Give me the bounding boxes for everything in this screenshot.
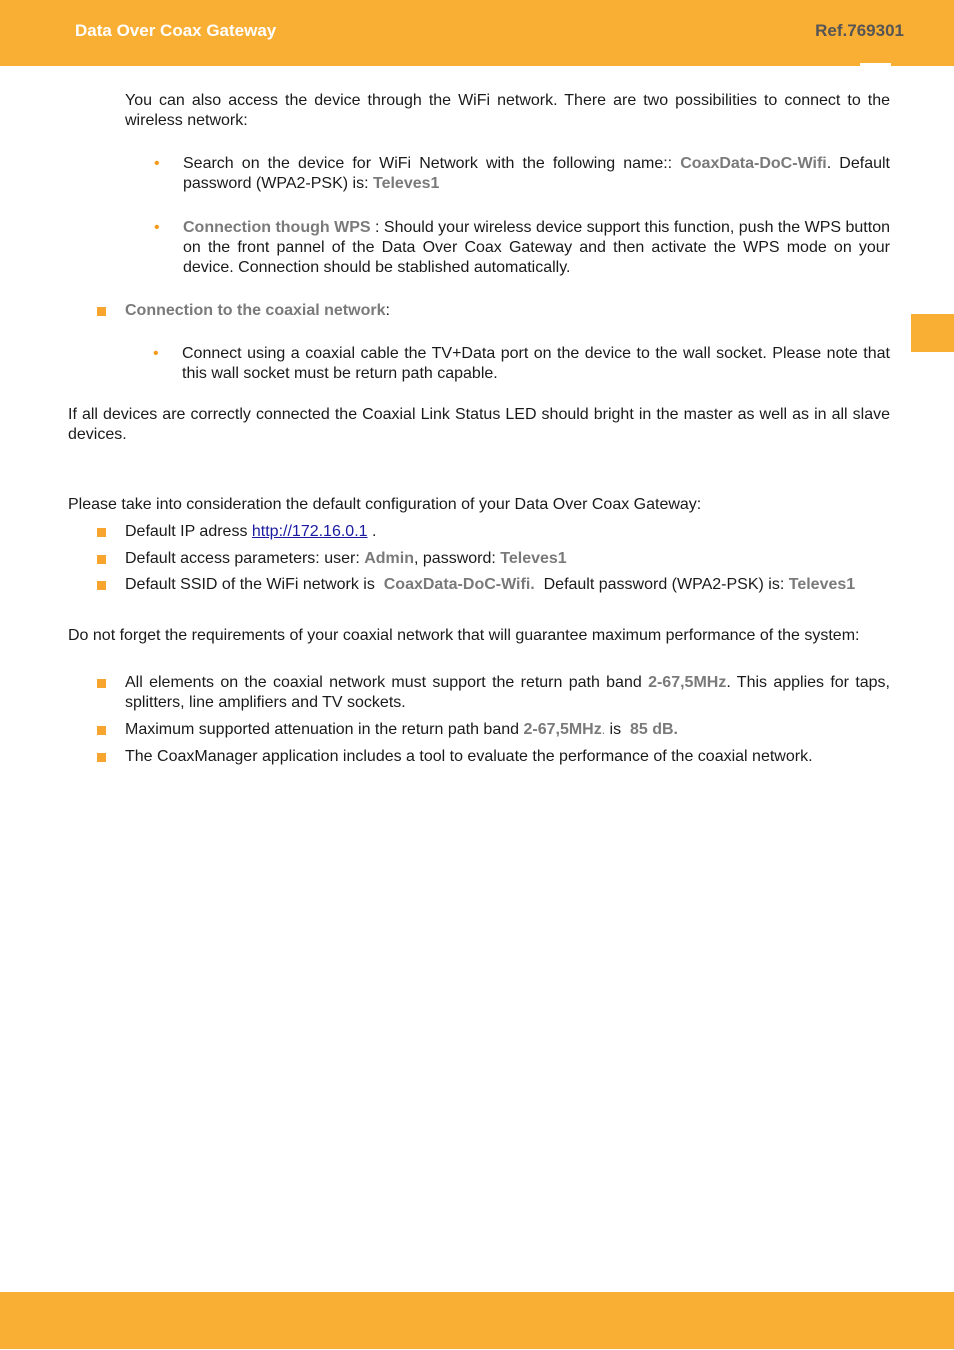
header-title: Data Over Coax Gateway	[75, 21, 277, 40]
coax-bullet-connect: Connect using a coaxial cable the TV+Data port on the device to the wall socket. Please note that this wall socket must be return path capable.	[182, 345, 890, 382]
square-bullet-icon	[97, 726, 106, 735]
wifi-intro-paragraph: You can also access the device through the WiFi network. There are two possibilities to connect to the wireless network:	[125, 92, 890, 129]
square-bullet-icon	[97, 753, 106, 762]
requirement-return-path	[125, 673, 890, 713]
round-bullet-icon: •	[154, 155, 160, 172]
wps-text: : Should your wireless device support this function, push the WPS button on the front pannel of the Data Over Coax Gateway and then activate the WPS mode on your device. Connection should be stablished automatically.	[183, 219, 890, 276]
default-ip-item	[125, 522, 890, 542]
default-ssid-password: Televes1	[788, 576, 856, 593]
req2-text: Maximum supported attenuation in the return path band	[125, 721, 520, 738]
page-header	[0, 0, 954, 66]
coax-section-heading	[125, 301, 890, 321]
coax-section-colon: :	[385, 302, 390, 319]
requirement-coaxmanager: The CoaxManager application includes a tool to evaluate the performance of the coaxial network.	[125, 748, 813, 765]
header-decoration	[860, 63, 891, 66]
req2-value: 85 dB.	[629, 721, 678, 738]
wifi-password-label: . Default password (WPA2-PSK) is:	[183, 155, 890, 192]
default-ip-link[interactable]: http://172.16.0.1	[251, 523, 368, 540]
page-footer	[0, 1292, 954, 1349]
default-access-label: Default access parameters: user:	[125, 550, 360, 567]
default-access-password: Televes1	[500, 550, 567, 567]
side-tab-marker	[911, 314, 954, 352]
default-access-password-label: , password:	[414, 550, 496, 567]
defaults-intro: Please take into consideration the default configuration of your Data Over Coax Gateway:	[68, 496, 702, 513]
default-access-item	[125, 549, 890, 569]
square-bullet-icon	[97, 307, 106, 316]
wifi-bullet-wps	[183, 218, 890, 278]
default-ssid-label: Default SSID of the WiFi network is	[125, 576, 375, 593]
header-reference: Ref.769301	[815, 21, 904, 40]
status-paragraph: If all devices are correctly connected the Coaxial Link Status LED should bright in the master as well as in all slave devices.	[68, 406, 890, 443]
round-bullet-icon: •	[154, 219, 160, 236]
wps-title: Connection though WPS	[183, 219, 371, 236]
wifi-bullet-search	[183, 154, 890, 194]
wifi-network-name: CoaxData-DoC-Wifi	[680, 155, 827, 172]
wifi-password-value: Televes1	[372, 175, 440, 192]
square-bullet-icon	[97, 679, 106, 688]
req1-band: 2-67,5MHz	[648, 674, 727, 691]
default-ip-suffix: .	[372, 523, 377, 540]
square-bullet-icon	[97, 555, 106, 564]
default-ssid-item	[125, 575, 890, 595]
wifi-search-text: Search on the device for WiFi Network with the following name::	[183, 155, 673, 172]
req2-band: 2-67,5MHz	[523, 721, 602, 738]
square-bullet-icon	[97, 581, 106, 590]
requirements-intro: Do not forget the requirements of your coaxial network that will guarantee maximum performance of the system:	[68, 627, 860, 644]
default-ip-label: Default IP adress	[125, 523, 248, 540]
req1-suffix: . This applies for taps, splitters, line amplifiers and TV sockets.	[125, 674, 890, 711]
req2-dot: .	[601, 723, 606, 737]
coax-section-title: Connection to the coaxial network	[125, 302, 386, 319]
square-bullet-icon	[97, 528, 106, 537]
round-bullet-icon: •	[153, 345, 159, 362]
default-access-user: Admin	[364, 550, 414, 567]
default-ssid-name: CoaxData-DoC-Wifi.	[383, 576, 535, 593]
default-ssid-password-label: Default password (WPA2-PSK) is:	[543, 576, 785, 593]
req2-is: is	[609, 721, 622, 738]
req1-text: All elements on the coaxial network must support the return path band	[125, 674, 642, 691]
requirement-attenuation	[125, 720, 890, 740]
